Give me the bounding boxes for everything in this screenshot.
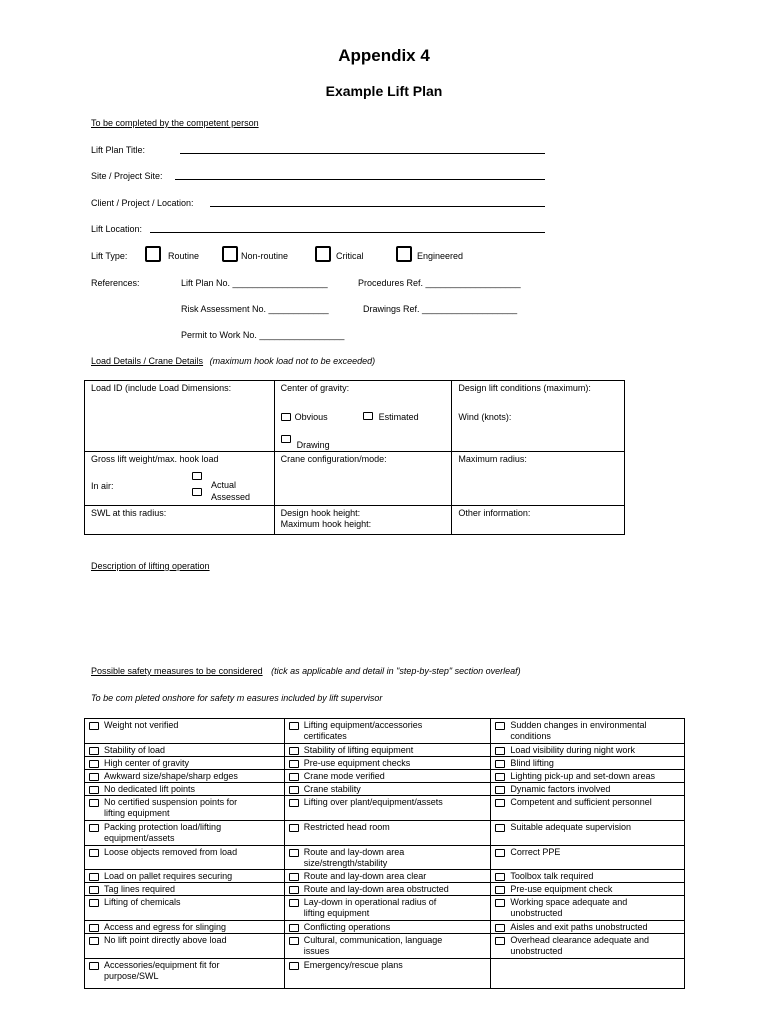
safety-item[interactable] [285,846,491,869]
centre-of-gravity-cell [274,381,452,452]
safety-item[interactable] [285,896,491,919]
safety-checkbox[interactable] [89,873,99,881]
safety-item[interactable] [491,770,684,782]
assessed-checkbox[interactable] [192,488,202,496]
safety-item[interactable] [491,821,684,833]
safety-cell[interactable] [284,783,491,796]
safety-item[interactable] [491,744,684,756]
safety-cell[interactable] [491,934,685,959]
safety-checkbox[interactable] [289,786,299,794]
safety-item[interactable] [85,846,284,858]
safety-item[interactable] [491,934,684,957]
site-label: Site / Project Site: [91,171,163,181]
description-heading: Description of lifting operation [91,561,210,571]
client-field[interactable] [210,206,545,207]
safety-item[interactable] [491,757,684,769]
cog-drawing-checkbox[interactable] [281,435,291,443]
actual-checkbox[interactable] [192,472,202,480]
safety-item-label: No dedicated lift points [104,784,196,794]
safety-item[interactable] [491,883,684,895]
safety-item-label: Suitable adequate supervision [510,822,631,832]
cog-obvious-label: Obvious [294,412,328,422]
safety-checkbox[interactable] [495,722,505,730]
safety-cell[interactable] [85,896,285,921]
safety-cell[interactable] [85,959,285,989]
procedures-ref[interactable]: Procedures Ref. ___________________ [358,278,521,288]
safety-cell[interactable] [85,870,285,883]
safety-checkbox[interactable] [289,824,299,832]
other-info-cell[interactable] [452,506,625,535]
safety-item-label: Stability of lifting equipment [303,745,414,755]
safety-item-label: Competent and sufficient personnel [510,797,652,807]
safety-item-label: Lay-down in operational radius of lifting equipment [303,897,437,918]
safety-checkbox[interactable] [89,799,99,807]
safety-cell[interactable] [284,757,491,770]
safety-item-label: Conflicting operations [303,922,391,932]
safety-item[interactable] [85,783,284,795]
safety-item[interactable] [85,719,284,731]
safety-cell[interactable] [284,744,491,757]
safety-item[interactable] [85,770,284,782]
safety-cell[interactable] [491,719,685,744]
safety-item[interactable] [285,719,491,742]
safety-checkbox[interactable] [495,799,505,807]
safety-row [85,896,685,921]
safety-item[interactable] [285,934,491,957]
non-routine-checkbox[interactable] [222,246,238,262]
safety-item[interactable] [85,883,284,895]
swl-label: SWL at this radius: [91,508,167,518]
load-id-cell[interactable] [85,381,275,452]
safety-checkbox[interactable] [89,849,99,857]
safety-row [85,883,685,896]
safety-item-label: Lighting pick-up and set-down areas [510,771,655,781]
safety-cell[interactable] [284,896,491,921]
cog-drawing-label: Drawing [296,440,330,450]
onshore-note: To be com pleted onshore for safety m easures included by lift supervisor [91,693,383,703]
safety-item[interactable] [491,870,684,882]
safety-cell[interactable] [284,959,491,989]
safety-item-label: Lifting equipment/accessories certificates [303,720,423,741]
safety-row [85,757,685,770]
safety-checkbox[interactable] [289,799,299,807]
safety-checkbox[interactable] [289,773,299,781]
safety-item-label: Crane stability [303,784,361,794]
max-radius-cell[interactable] [452,452,625,506]
safety-item-label: Sudden changes in environmental conditions [510,720,647,741]
appendix-title: Appendix 4 [338,46,430,65]
safety-checkbox[interactable] [89,786,99,794]
safety-row [85,934,685,959]
safety-checkbox[interactable] [495,824,505,832]
safety-measures-table [84,718,685,989]
safety-item-label: Packing protection load/lifting equipment/assets [104,822,222,843]
load-id-label: Load ID (include Load Dimensions: [91,383,232,393]
safety-checkbox[interactable] [89,747,99,755]
safety-cell[interactable] [85,883,285,896]
safety-cell[interactable] [85,821,285,846]
safety-item[interactable] [285,783,491,795]
wind-label: Wind (knots): [458,412,512,422]
safety-item-label: Access and egress for slinging [104,922,227,932]
safety-item-label: Aisles and exit paths unobstructed [510,922,648,932]
load-details-title: Load Details / Crane Details [91,356,204,366]
safety-item[interactable] [285,796,491,808]
routine-label: Routine [168,251,200,261]
safety-item[interactable] [285,959,491,971]
safety-checkbox[interactable] [289,886,299,894]
safety-checkbox[interactable] [495,886,505,894]
safety-item[interactable] [491,921,684,933]
safety-cell[interactable] [491,870,685,883]
safety-checkbox[interactable] [289,899,299,907]
safety-item-label: Cultural, communication, language issues [303,935,443,956]
safety-checkbox[interactable] [289,849,299,857]
safety-item-label: Route and lay-down area size/strength/stability [303,847,405,868]
safety-checkbox[interactable] [289,924,299,932]
safety-item-label: Pre-use equipment checks [303,758,411,768]
safety-item-label: Load visibility during night work [510,745,635,755]
safety-item[interactable] [85,821,284,844]
safety-cell [491,959,685,989]
safety-item[interactable] [85,921,284,933]
safety-checkbox[interactable] [495,924,505,932]
safety-cell[interactable] [85,719,285,744]
safety-cell[interactable] [85,783,285,796]
safety-row [85,959,685,989]
safety-row [85,744,685,757]
safety-item[interactable] [491,846,684,858]
safety-item-label: No lift point directly above load [104,935,227,945]
safety-item-label: Awkward size/shape/sharp edges [104,771,238,781]
cog-label: Center of gravity: [280,383,350,393]
safety-item-label: Weight not verified [104,720,179,730]
crane-config-label: Crane configuration/mode: [280,454,387,464]
safety-cell[interactable] [284,719,491,744]
safety-item-label: Dynamic factors involved [510,784,611,794]
safety-item-label: Lifting of chemicals [104,897,181,907]
critical-checkbox[interactable] [315,246,331,262]
safety-cell[interactable] [491,883,685,896]
safety-item-label: No certified suspension points for lifting equipment [104,797,238,818]
safety-item-label: Blind lifting [510,758,554,768]
safety-item[interactable] [85,796,284,819]
safety-item[interactable] [285,744,491,756]
safety-checkbox[interactable] [89,760,99,768]
gross-lift-weight-label: Gross lift weight/max. hook load [91,454,219,464]
safety-cell[interactable] [491,846,685,870]
safety-cell[interactable] [284,934,491,959]
safety-item-label: Route and lay-down area obstructed [303,884,449,894]
safety-checkbox[interactable] [495,773,505,781]
safety-item-label: Working space adequate and unobstructed [510,897,628,918]
safety-checkbox[interactable] [495,849,505,857]
safety-item-label: Restricted head room [303,822,390,832]
safety-item-label: Accessories/equipment fit for purpose/SWL [104,960,220,981]
max-hook-height-label: Maximum hook height: [280,519,372,529]
safety-item-label: Route and lay-down area clear [303,871,427,881]
gross-lift-weight-cell [85,452,275,506]
safety-item[interactable] [285,921,491,933]
safety-cell[interactable] [284,883,491,896]
safety-row [85,921,685,934]
site-field[interactable] [175,179,545,180]
critical-label: Critical [336,251,364,261]
safety-cell[interactable] [491,744,685,757]
safety-checkbox[interactable] [289,962,299,970]
page-title: Example Lift Plan [325,83,443,99]
max-radius-label: Maximum radius: [458,454,527,464]
safety-checkbox[interactable] [289,722,299,730]
safety-item-label: High center of gravity [104,758,190,768]
safety-item[interactable] [285,757,491,769]
cog-estimated-checkbox[interactable] [363,412,373,420]
safety-cell[interactable] [284,796,491,821]
cog-obvious-checkbox[interactable] [281,413,291,421]
safety-item[interactable] [85,870,284,882]
references-label: References: [91,278,140,288]
safety-item[interactable] [85,744,284,756]
safety-checkbox[interactable] [89,924,99,932]
safety-cell[interactable] [491,757,685,770]
lift-plan-no[interactable]: Lift Plan No. ___________________ [181,278,328,288]
design-lift-conditions-cell[interactable] [452,381,625,452]
safety-item-label: Stability of load [104,745,166,755]
safety-checkbox[interactable] [289,937,299,945]
safety-row [85,783,685,796]
safety-checkbox[interactable] [89,824,99,832]
client-label: Client / Project / Location: [91,198,194,208]
safety-checkbox[interactable] [495,747,505,755]
safety-row [85,770,685,783]
safety-row [85,870,685,883]
safety-item-label: Tag lines required [104,884,176,894]
safety-cell[interactable] [284,770,491,783]
lift-plan-title-label: Lift Plan Title: [91,145,146,155]
engineered-label: Engineered [417,251,464,261]
safety-cell[interactable] [85,757,285,770]
swl-cell[interactable] [85,506,275,535]
safety-item-label: Emergency/rescue plans [303,960,403,970]
safety-item-label: Lifting over plant/equipment/assets [303,797,443,807]
safety-item-label: Crane mode verified [303,771,385,781]
safety-cell[interactable] [284,870,491,883]
safety-checkbox[interactable] [89,937,99,945]
safety-item[interactable] [491,783,684,795]
safety-item[interactable] [285,870,491,882]
safety-cell[interactable] [85,796,285,821]
safety-note: (tick as applicable and detail in "step-by-step" section overleaf) [271,666,521,676]
risk-assessment-no[interactable]: Risk Assessment No. ____________ [181,304,329,314]
safety-item[interactable] [285,821,491,833]
assessed-label: Assessed [211,492,251,502]
safety-cell[interactable] [85,934,285,959]
safety-checkbox[interactable] [89,722,99,730]
safety-row [85,796,685,821]
safety-item[interactable] [491,896,684,919]
drawings-ref[interactable]: Drawings Ref. ___________________ [363,304,518,314]
competent-heading: To be completed by the competent person [91,118,259,128]
safety-checkbox[interactable] [495,873,505,881]
safety-item-label: Load on pallet requires securing [104,871,233,881]
design-hook-height-label: Design hook height: [280,508,361,518]
safety-cell[interactable] [284,846,491,870]
safety-cell[interactable] [491,770,685,783]
routine-checkbox[interactable] [145,246,161,262]
load-details-heading [91,356,375,367]
lift-location-field[interactable] [150,232,545,233]
engineered-checkbox[interactable] [396,246,412,262]
safety-checkbox[interactable] [495,937,505,945]
safety-cell[interactable] [491,896,685,921]
cog-estimated-label: Estimated [378,412,419,422]
safety-row [85,821,685,846]
safety-checkbox[interactable] [89,899,99,907]
safety-item[interactable] [85,934,284,946]
in-air-label: In air: [91,481,114,491]
safety-checkbox[interactable] [289,760,299,768]
safety-cell[interactable] [491,821,685,846]
crane-config-cell[interactable] [274,452,452,506]
other-info-label: Other information: [458,508,531,518]
safety-checkbox[interactable] [495,760,505,768]
permit-to-work-no[interactable]: Permit to Work No. _________________ [181,330,345,340]
safety-row [85,719,685,744]
hook-height-cell[interactable] [274,506,452,535]
design-lift-conditions-label: Design lift conditions (maximum): [458,383,591,393]
safety-row [85,846,685,870]
safety-cell[interactable] [85,744,285,757]
safety-cell[interactable] [284,921,491,934]
safety-cell[interactable] [85,921,285,934]
safety-cell[interactable] [284,821,491,846]
safety-checkbox[interactable] [495,899,505,907]
lift-location-label: Lift Location: [91,224,143,234]
safety-item[interactable] [491,719,684,742]
safety-checkbox[interactable] [89,962,99,970]
safety-item-label: Overhead clearance adequate and unobstructed [510,935,649,956]
load-details-table [84,380,625,535]
safety-item[interactable] [85,757,284,769]
safety-checkbox[interactable] [89,773,99,781]
safety-title: Possible safety measures to be considered [91,666,263,676]
safety-item[interactable] [85,896,284,908]
safety-cell[interactable] [85,846,285,870]
safety-item-label: Toolbox talk required [510,871,594,881]
safety-item-label: Pre-use equipment check [510,884,613,894]
safety-checkbox[interactable] [289,747,299,755]
non-routine-label: Non-routine [241,251,289,261]
lift-type-label: Lift Type: [91,251,128,261]
safety-checkbox[interactable] [89,886,99,894]
safety-item-label: Correct PPE [510,847,561,857]
safety-heading [91,666,521,677]
safety-cell[interactable] [491,921,685,934]
safety-checkbox[interactable] [289,873,299,881]
safety-item-label: Loose objects removed from load [104,847,238,857]
safety-cell[interactable] [491,796,685,821]
safety-item[interactable] [85,959,284,982]
safety-cell[interactable] [85,770,285,783]
load-details-note: (maximum hook load not to be exceeded) [209,356,376,366]
safety-cell[interactable] [491,783,685,796]
safety-item[interactable] [285,883,491,895]
actual-label: Actual [211,480,237,490]
lift-plan-title-field[interactable] [180,153,545,154]
safety-item[interactable] [285,770,491,782]
safety-checkbox[interactable] [495,786,505,794]
safety-item[interactable] [491,796,684,808]
